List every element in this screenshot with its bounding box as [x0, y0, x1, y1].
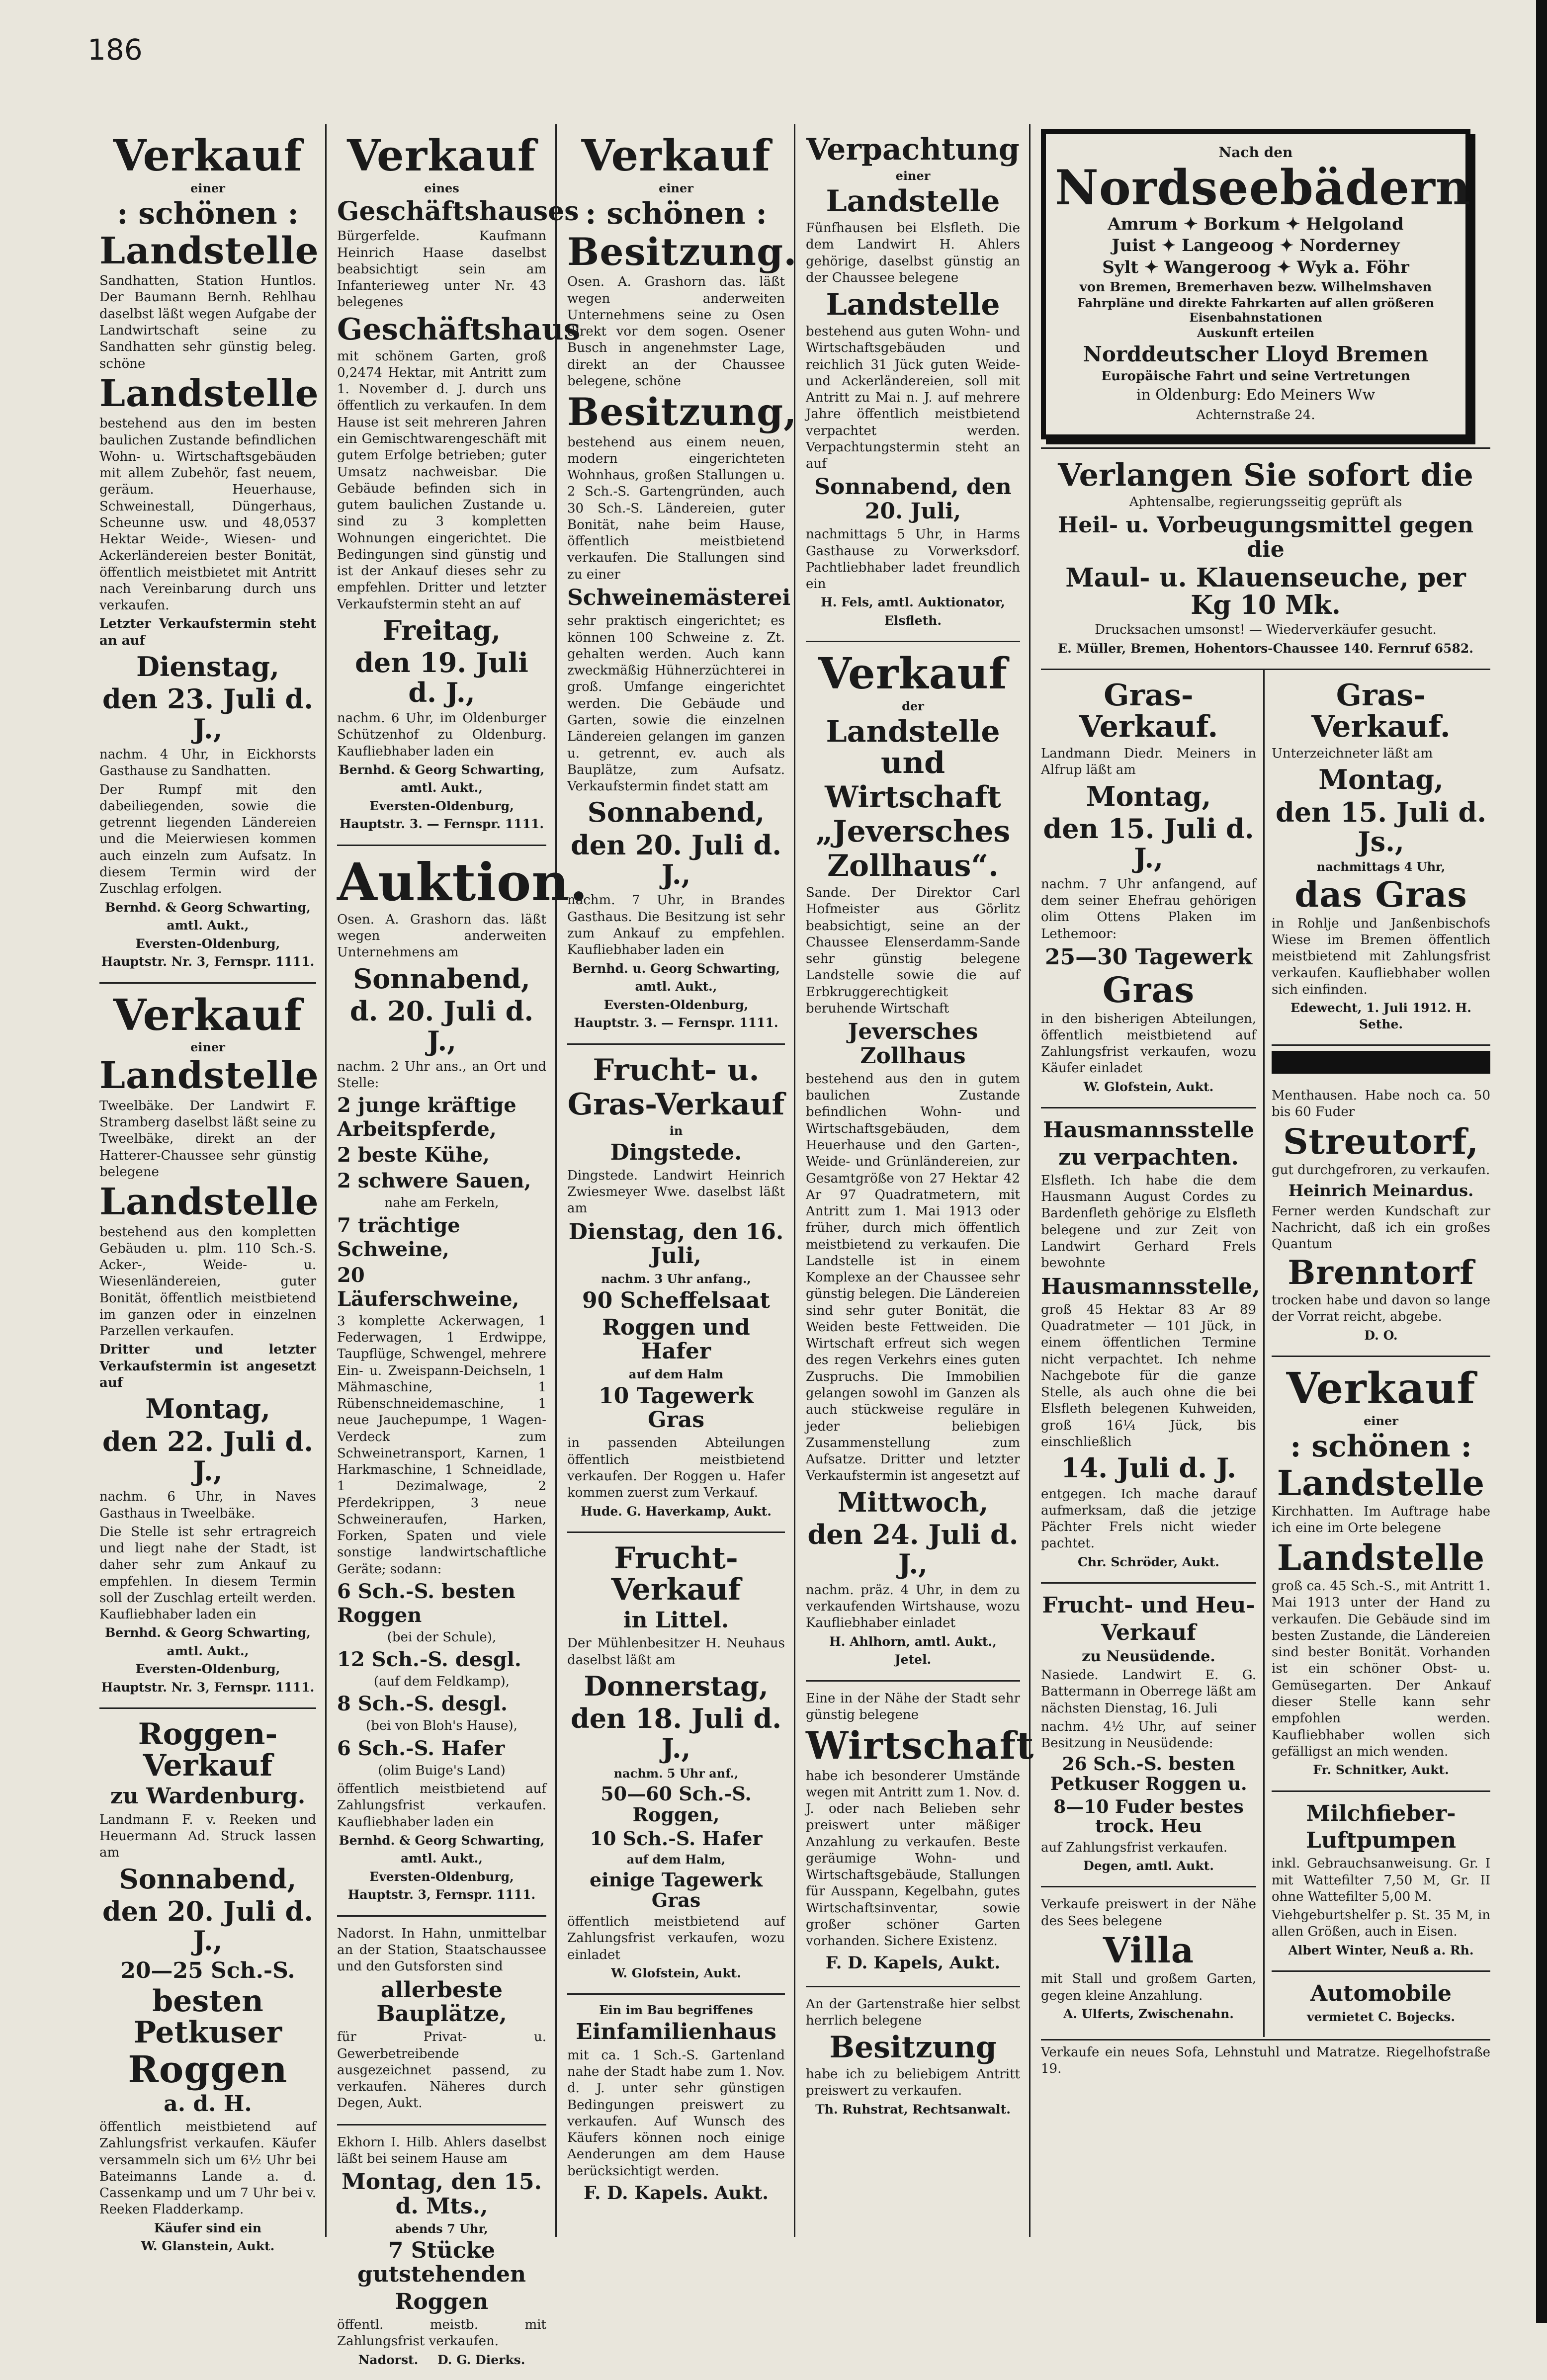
ad-signature: Degen, amtl. Aukt.: [1083, 1858, 1214, 1873]
ad-heading: Geschäftshauses: [337, 196, 579, 227]
ad-subheading: nachm. 3 Uhr anfang.,: [601, 1271, 751, 1286]
ad-heading: Besitzung.: [567, 229, 797, 274]
ad-text: für Privat- u. Gewerbetreibende ausgezeichnet passend, zu verkaufen. Näheres durch Degen, Aukt.: [337, 2030, 546, 2111]
ad-subheading: einer: [659, 180, 693, 195]
ad-place: Nadorst.: [358, 2352, 419, 2367]
ad-subheading: nachm. 5 Uhr anf.,: [613, 1766, 739, 1781]
ad-heading: 10 Tagewerk Gras: [599, 1383, 754, 1433]
ad-roggen-verkauf-wardenburg: [99, 1709, 316, 2266]
ad-verkauf-jeversches-zollhaus: [806, 642, 1020, 1681]
ad-gras-verkauf-alfrup: [1041, 670, 1256, 1108]
ad-date: den 24. Juli d. J.,: [807, 1518, 1019, 1580]
ad-heading: Gras: [1102, 969, 1195, 1011]
box-line: in Oldenburg: Edo Meiners Ww: [1136, 386, 1375, 404]
ad-signature: amtl. Aukt.,: [635, 979, 717, 994]
ad-heading: Verkauf: [818, 649, 1008, 699]
ad-roggen-ekhorn: [337, 2125, 546, 2380]
ad-heading: zu verpachten.: [1058, 1144, 1239, 1170]
ad-heading: besten Petkuser: [133, 1984, 282, 2050]
ad-date: den 20. Juli d. J.,: [102, 1895, 314, 1957]
ad-signature: Eversten-Oldenburg,: [369, 1869, 514, 1884]
ad-heading: Verkauf: [347, 131, 536, 181]
ad-date: Sonnabend, den 20. Juli,: [814, 474, 1012, 524]
ad-signature: amtl. Aukt.,: [167, 918, 249, 933]
ad-heading: Frucht-Verkauf: [611, 1541, 741, 1608]
box-line: Achternstraße 24.: [1196, 407, 1315, 423]
ad-heading: Verkauf: [581, 131, 771, 181]
ad-signature: Eversten-Oldenburg,: [135, 1662, 280, 1677]
ad-heading: Verkauf: [113, 131, 303, 181]
ad-heading: 7 Stücke gutstehenden: [357, 2238, 526, 2288]
ad-wirtschaft: [806, 1682, 1034, 1987]
ad-date: den 22. Juli d. J.,: [102, 1425, 314, 1487]
ad-text: Ferner werden Kundschaft zur Nachricht, daß ich ein großes Quantum: [1272, 1203, 1490, 1252]
box-title: Nordseebädern: [1055, 160, 1471, 216]
ad-subheading: in: [669, 1123, 683, 1138]
ad-heading: Frucht- und Heu-: [1042, 1593, 1255, 1618]
ad-heading: Verkauf: [1101, 1619, 1197, 1645]
box-line: Auskunft erteilen: [1197, 326, 1315, 340]
ad-signature: D. O.: [1364, 1328, 1398, 1343]
ad-signature: E. Müller, Bremen, Hohentors-Chaussee 140. Fernruf 6582.: [1058, 641, 1473, 656]
ad-date: Montag,: [1086, 780, 1211, 812]
ad-date: Sonnabend,: [353, 962, 530, 995]
ad-date: Donnerstag,: [584, 1670, 769, 1702]
ad-subheading: einer: [895, 169, 931, 183]
ad-signature: W. Glanstein, Aukt.: [141, 2239, 275, 2254]
ad-date: Dienstag, den 16. Juli,: [568, 1219, 784, 1269]
ad-subheading: einer: [190, 180, 225, 195]
ad-text: nachm. 4½ Uhr, auf seiner Besitzung in Neusüdende:: [1041, 1719, 1256, 1751]
ad-heading: Landstelle und: [826, 714, 1000, 781]
ad-heading: Hausmannsstelle: [1042, 1117, 1255, 1143]
ad-heading: Maul- u. Klauenseuche, per Kg 10 Mk.: [1065, 563, 1466, 620]
box-line: Nach den: [1218, 144, 1293, 161]
ad-heading: 26 Sch.-S. besten Petkuser Roggen u.: [1050, 1754, 1247, 1794]
ad-heading: Frucht- u.: [593, 1052, 760, 1088]
ad-date: den 23. Juli d. J.,: [102, 683, 314, 745]
ad-nordseebaeder-box: [1041, 129, 1470, 439]
ad-automobile: [1272, 1972, 1490, 2037]
ad-signature: Bernhd. & Georg Schwarting,: [339, 762, 545, 777]
ad-text: Osen. A. Grashorn das. läßt wegen anderweiten Unternehmens am: [337, 912, 546, 960]
ad-verpachtung-landstelle: [806, 124, 1020, 642]
ad-text: entgegen. Ich mache darauf aufmerksam, daß die jetzige Pächter Frels nicht wieder pachtet.: [1041, 1486, 1256, 1551]
column-5-right: [1265, 670, 1490, 2037]
ad-text: gut durchgefroren, zu verkaufen.: [1272, 1163, 1490, 1178]
ad-heading: Auktion.: [337, 851, 589, 913]
ad-heading: „Jeversches: [815, 814, 1011, 850]
ad-heading: Verlangen Sie sofort die: [1058, 456, 1473, 493]
ad-text: Unterzeichneter läßt am: [1272, 746, 1433, 762]
ad-signature: Heinrich Meinardus.: [1288, 1181, 1474, 1200]
list-item: 7 trächtige Schweine,: [337, 1213, 460, 1261]
ad-heading: Besitzung: [829, 2030, 997, 2065]
ad-text: Sande. Der Direktor Carl Hofmeister aus Görlitz beabsichtigt, seine an der Chaussee Elenserdamm-Sande sehr günstig belegene Landstelle sowie die auf Erbkruggerechtigkeit beruhende Wirtschaft: [806, 885, 1020, 1016]
ad-hausmannsstelle-verpachten: [1041, 1108, 1260, 1584]
ad-sofa: Verkaufe ein neues Sofa, Lehnstuhl und Matratze. Riegelhofstraße 19.: [1041, 2039, 1490, 2078]
ad-text: nachm. 6 Uhr, in Naves Gasthaus in Tweelbäke.: [99, 1489, 316, 1521]
list-item: 2 junge kräftige Arbeitspferde,: [337, 1094, 516, 1141]
ad-text: nachm. 2 Uhr ans., an Ort und Stelle:: [337, 1059, 546, 1091]
ad-date: den 18. Juli d. J.,: [570, 1702, 782, 1764]
ad-text: öffentlich meistbietend auf Zahlungsfrist verkaufen, wozu einladet: [567, 1914, 785, 1962]
list-note: nahe am Ferkeln,: [384, 1195, 499, 1211]
ad-signature: W. Glofstein, Aukt.: [611, 1965, 741, 1980]
ad-signature: Jetel.: [894, 1652, 932, 1667]
ad-signature: Bernhd. & Georg Schwarting,: [339, 1833, 545, 1848]
ad-heading: Luftpumpen: [1305, 1827, 1457, 1853]
ad-text: nachmittags 5 Uhr, in Harms Gasthause zu Vorwerksdorf. Pachtliebhaber ladet freundlich ein: [806, 527, 1020, 592]
ad-subheading: auf dem Halm,: [626, 1852, 726, 1867]
ad-text: nachm. 7 Uhr, in Brandes Gasthaus. Die Besitzung ist sehr zum Ankauf zu empfehlen. Kaufliebhaber laden ein: [567, 893, 785, 958]
ad-text: inkl. Gebrauchsanweisung. Gr. I mit Wattefilter 7,50 M, Gr. II ohne Wattefilter 5,00 M.: [1272, 1856, 1490, 1904]
ad-signature: Fr. Schnitker, Aukt.: [1313, 1763, 1449, 1778]
ad-text: Elsfleth. Ich habe die dem Hausmann August Cordes zu Bardenfleth gehörige zu Elsfleth belegene und zur Zeit von Landwirt Gerhard Frels bewohnte: [1041, 1173, 1256, 1271]
page-edge: [1536, 0, 1547, 2323]
box-line: Sylt ✦ Wangeroog ✦ Wyk a. Föhr: [1102, 257, 1409, 277]
ad-text: sehr praktisch eingerichtet; es können 100 Schweine z. Zt. gehalten werden. Auch kann zweckmäßig Hühnerzüchterei in groß. Umfange eingerichtet werden. Die Gebäude und Garten, sowie die einzelnen Ländereien gelangen im ganzen u. getrennt, ev. auch als Bauplätze, zum Aufsatz. Verkaufstermin findet statt am: [567, 613, 785, 794]
ad-text: Landmann F. v. Reeken und Heuermann Ad. Struck lassen am: [99, 1812, 316, 1861]
ad-signature: amtl. Aukt.,: [167, 1643, 249, 1658]
ad-subheading: einer: [190, 1040, 225, 1055]
ad-heading: Jeversches Zollhaus: [848, 1019, 978, 1069]
ad-signature: Hauptstr. Nr. 3, Fernspr. 1111.: [101, 1680, 315, 1695]
ad-text: in passenden Abteilungen öffentlich meistbietend verkaufen. Der Roggen u. Hafer kommen zuerst zum Verkauf.: [567, 1436, 785, 1501]
ad-signature: Th. Ruhstrat, Rechtsanwalt.: [815, 2102, 1011, 2117]
ad-date: Sonnabend,: [119, 1863, 297, 1895]
ad-date: den 15. Juli d. Js.,: [1275, 796, 1487, 858]
ad-heading: Gras-Verkauf.: [1311, 678, 1451, 745]
ad-heading: Landstelle: [99, 372, 319, 415]
ad-text: habe ich besonderer Umstände wegen mit Antritt zum 1. Nov. d. J. oder nach Belieben sehr preiswert unter mäßiger Anzahlung zu verkaufen. Beste geräumige Wohn- und Wirtschaftsgebäude, Stallungen für Ausspann, Kegelbahn, gutes Wirtschaftsinventar, sowie großer schöner Garten vorhanden. Sichere Existenz.: [806, 1768, 1020, 1949]
ad-text: Bürgerfelde. Kaufmann Heinrich Haase daselbst beabsichtigt sein am Infanterieweg unter Nr. 43 belegenes: [337, 229, 546, 310]
ad-date: den 19. Juli d. J.,: [355, 647, 528, 708]
ad-subheading: nachmittags 4 Uhr,: [1316, 859, 1446, 874]
black-rule: [1272, 1051, 1490, 1074]
ad-date: Freitag,: [382, 614, 501, 646]
ad-verkauf-landstelle-sandhatten: [99, 124, 319, 984]
ad-date: Dienstag,: [136, 650, 279, 682]
ad-text: Dritter und letzter Verkaufstermin ist angesetzt auf: [99, 1342, 316, 1390]
ad-heading: Gras-Verkauf: [567, 1087, 785, 1122]
ad-text: An der Gartenstraße hier selbst herrlich belegene: [806, 1996, 1020, 2028]
ad-signature: A. Ulferts, Zwischenahn.: [1063, 2006, 1234, 2021]
column-5-subgrid: [1041, 670, 1490, 2037]
ad-text: bestehend aus guten Wohn- und Wirtschaftsgebäuden und reichlich 31 Jück guten Weide- und Ackerländereien, soll mit Antritt zu Mai n. J. auf mehrere Jahre öffentlich meistbietend verpachtet werden. Verpachtungstermin steht an auf: [806, 324, 1020, 472]
ad-subheading: : schönen :: [585, 196, 767, 231]
ad-subheading: der: [902, 699, 924, 714]
ad-heading: Einfamilienhaus: [576, 2019, 776, 2045]
ad-text: Der Rumpf mit den dabeiliegenden, sowie die getrennt liegenden Ländereien und die Meierwiesen kommen auch einzeln zum Aufsatz. In diesem Termin wird der Zuschlag erfolgen.: [99, 782, 316, 897]
ad-signature: W. Glofstein, Aukt.: [1083, 1079, 1214, 1094]
ad-signature: Käufer sind ein: [154, 2220, 262, 2235]
ad-signature: H. Fels, amtl. Auktionator,: [821, 595, 1005, 610]
ad-subheading: eines: [424, 180, 459, 195]
ad-heading: Verkauf: [1286, 1363, 1476, 1414]
ad-subheading: auf dem Halm: [628, 1366, 724, 1381]
ad-heading: Landstelle: [1277, 1536, 1485, 1578]
ad-text: groß 45 Hektar 83 Ar 89 Quadratmeter — 101 Jück, in einem öffentlichen Termine nicht verpachtet. Ich nehme Nachgebote für die ganze Stelle, als auch ohne die bei Elsfleth belegenen Kuhweiden, groß 16¼ Jück, bis einschließlich: [1041, 1302, 1256, 1450]
ad-signature: H. Ahlhorn, amtl. Aukt.,: [829, 1634, 997, 1649]
list-note: (olim Buige's Land): [378, 1763, 506, 1778]
ad-heading: Roggen und Hafer: [602, 1314, 750, 1364]
box-line: von Bremen, Bremerhaven bezw. Wilhelmshaven: [1079, 280, 1432, 295]
ad-heading: allerbeste Bauplätze,: [376, 1977, 507, 2027]
ad-heading: Landstelle: [99, 1054, 319, 1098]
page-number: 186: [87, 33, 143, 67]
list-note: (bei der Schule),: [387, 1629, 497, 1645]
ad-signature: Hude. G. Haverkamp, Aukt.: [581, 1504, 772, 1519]
list-note: (auf dem Feldkamp),: [373, 1674, 510, 1690]
ad-signature: amtl. Aukt.,: [401, 780, 483, 795]
column-4: [797, 124, 1034, 2237]
ad-text: groß ca. 45 Sch.-S., mit Antritt 1. Mai 1913 unter der Hand zu verkaufen. Die Gebäude sind im besten Zustande, die Ländereien sind bester Bonität. Vorhanden ist ein schöner Obst- u. Gemüsegarten. Der Ankauf dieser Stelle kann sehr empfohlen werden. Kaufliebhaber wollen sich gefälligst an mich wenden.: [1272, 1579, 1490, 1759]
ad-heading: Landstelle: [99, 229, 319, 272]
ad-text: Nadorst. In Hahn, unmittelbar an der Station, Staatschaussee und den Gutsforsten sind: [337, 1926, 546, 1974]
ad-date: Mittwoch,: [837, 1486, 989, 1518]
ad-signature: amtl. Aukt.,: [401, 1851, 483, 1866]
ad-verkauf-geschaeftshaus: [337, 124, 581, 846]
ad-heading: einige Tagewerk Gras: [590, 1868, 763, 1912]
ad-date: Sonnabend,: [587, 796, 765, 829]
box-line: Fahrpläne und direkte Fahrkarten auf allen größeren Eisenbahnstationen: [1077, 296, 1435, 325]
column-2: [328, 124, 589, 2367]
ad-streutorf-brenntorf: [1272, 1079, 1490, 1357]
ad-subheading: : schönen :: [117, 196, 299, 231]
ad-text: Verkaufe preiswert in der Nähe des Sees belegene: [1041, 1897, 1256, 1929]
ad-heading: Gras-Verkauf.: [1079, 678, 1218, 745]
list-item: 8 Sch.-S. desgl.: [337, 1692, 508, 1716]
ad-text: öffentlich meistbietend auf Zahlungsfrist verkaufen. Käufer versammeln sich um 6½ Uhr bei Bateimanns Lande a. d. Cassenkamp und um 7 Uhr bei v. Reeken Fladderkamp.: [99, 2120, 316, 2217]
ad-signature: Eversten-Oldenburg,: [369, 798, 514, 813]
ad-heading: Verkauf: [113, 990, 303, 1040]
ad-subheading: zu Wardenburg.: [110, 1784, 306, 1809]
box-line: Amrum ✦ Borkum ✦ Helgoland: [1108, 214, 1404, 234]
ad-milchfieber-luftpumpen: [1272, 1792, 1490, 1972]
ad-gras-verkauf-edewecht: [1272, 670, 1490, 1046]
column-1: [90, 124, 327, 2254]
ad-subheading: Ein im Bau begriffenes: [599, 2003, 753, 2018]
ad-signature: F. D. Kapels, Aukt.: [825, 1953, 1001, 1973]
ad-heading: Dingstede.: [610, 1139, 742, 1165]
ad-heading: Brenntorf: [1288, 1253, 1474, 1292]
ad-heading: Schweinemästerei: [567, 585, 791, 610]
ad-heading: 8—10 Fuder bestes trock. Heu: [1053, 1796, 1244, 1837]
list-item: 12 Sch.-S. desgl.: [337, 1648, 521, 1672]
ad-frucht-verkauf-littel: [567, 1533, 785, 1995]
ad-signature: Elsfleth.: [884, 613, 942, 628]
ad-heading: 10 Sch.-S. Hafer: [590, 1827, 763, 1850]
ad-text: Viehgeburtshelfer p. St. 35 M, in allen Größen, auch in Eisen.: [1272, 1908, 1490, 1940]
ad-signature: Eversten-Oldenburg,: [603, 997, 749, 1012]
ad-text: in den bisherigen Abteilungen, öffentlich meistbietend auf Zahlungsfrist verkaufen, wozu Käufer einladet: [1041, 1011, 1256, 1076]
ad-text: Drucksachen umsonst! — Wiederverkäufer gesucht.: [1095, 622, 1437, 638]
ad-signature: Hauptstr. 3, Fernspr. 1111.: [347, 1887, 536, 1902]
ad-frucht-heu-neusuedende: [1041, 1584, 1256, 1887]
ad-heading: Hausmannsstelle,: [1041, 1274, 1260, 1299]
ad-frucht-gras-dingstede: [567, 1045, 785, 1533]
ad-signature: Eversten-Oldenburg,: [135, 936, 280, 951]
ad-text: auf Zahlungsfrist verkaufen.: [1041, 1840, 1228, 1855]
ad-signature: F. D. Kapels. Aukt.: [584, 2182, 769, 2204]
ad-text: Nasiede. Landwirt E. G. Battermann in Oberrege läßt am nächsten Dienstag, 16. Juli: [1041, 1668, 1256, 1716]
ad-text: Menthausen. Habe noch ca. 50 bis 60 Fuder: [1272, 1088, 1490, 1120]
ad-signature: Bernhd. u. Georg Schwarting,: [572, 961, 780, 976]
ad-text: in Rohlje und Janßenbischofs Wiese im Bremen öffentlich meistbietend mit Zahlungsfrist verkaufen. Kaufliebhaber wollen sich einfinden.: [1272, 916, 1490, 997]
ad-heading: Roggen: [128, 2048, 288, 2092]
list-note: (bei von Bloh's Hause),: [366, 1718, 517, 1734]
list-item: 20 Läuferschweine,: [337, 1263, 519, 1311]
box-line: Europäische Fahrt und seine Vertretungen: [1101, 369, 1410, 384]
column-5: [1032, 124, 1499, 2237]
ad-text: mit ca. 1 Sch.-S. Gartenland nahe der Stadt habe zum 1. Nov. d. J. unter sehr günstigen Bedingungen preiswert zu verkaufen. Auf Wunsch des Käufers können noch einige Aenderungen am dem Hause berücksichtigt werden.: [567, 2047, 785, 2179]
ad-heading: 90 Scheffelsaat: [582, 1287, 771, 1313]
ad-heading: Wirtschaft: [825, 780, 1001, 815]
ad-subheading: abends 7 Uhr,: [395, 2221, 488, 2236]
ad-text: nachm. präz. 4 Uhr, in dem zu verkaufenden Wirtshause, wozu Kaufliebhaber einladet: [806, 1582, 1020, 1631]
ad-text: Aphtensalbe, regierungsseitig geprüft als: [1129, 495, 1402, 510]
ad-text: bestehend aus den im besten baulichen Zustande befindlichen Wohn- u. Wirtschaftsgebäuden mit allem Zubehör, fast neuem, geräum. Heuerhause, Schweinestall, Düngerhaus, Scheunne usw. und 48,0537 Hektar Weide-, Wiesen- und Ackerländereien bester Bonität, öffentlich meistbietet mit Antritt nach Vereinbarung durch uns verkaufen.: [99, 416, 316, 613]
ad-heading: Landstelle: [826, 184, 1000, 219]
ad-signature: Bernhd. & Georg Schwarting,: [105, 900, 311, 915]
ad-text: Landmann Diedr. Meiners in Alfrup läßt am: [1041, 746, 1256, 778]
ad-text: habe ich zu beliebigem Antritt preiswert zu verkaufen.: [806, 2067, 1020, 2099]
ad-heading: in Littel.: [623, 1608, 729, 1633]
column-5-left: [1041, 670, 1265, 2037]
ad-text: Ekhorn I. Hilb. Ahlers daselbst läßt bei seinem Hause am: [337, 2134, 546, 2166]
ad-signature: vermietet C. Bojecks.: [1306, 2009, 1456, 2024]
ad-text: Eine in der Nähe der Stadt sehr günstig belegene: [806, 1691, 1020, 1722]
ad-heading: Automobile: [1310, 1981, 1452, 2007]
ad-text: nachm. 7 Uhr anfangend, auf dem seiner Ehefrau gehörigen olim Ottens Plaken im Lethemoor:: [1041, 876, 1256, 941]
ad-heading: Wirtschaft: [806, 1723, 1034, 1768]
ad-signature: Hauptstr. 3. — Fernspr. 1111.: [574, 1016, 778, 1030]
ad-verkauf-besitzung-osen: [567, 124, 797, 1045]
ad-besitzung-gartenstrasse: [806, 1987, 1020, 2130]
ad-heading: 25—30 Tagewerk: [1044, 944, 1253, 970]
ad-signature: Albert Winter, Neuß a. Rh.: [1288, 1943, 1474, 1957]
ad-subheading: 20—25 Sch.-S.: [120, 1957, 295, 1983]
ad-villa: [1041, 1887, 1256, 2034]
ad-text: Sandhatten, Station Huntlos. Der Baumann Bernh. Rehlhau daselbst läßt wegen Aufgabe der Landwirtschaft seine zu Sandhatten sehr günstig beleg. schöne: [99, 273, 316, 371]
ad-text: trocken habe und davon so lange der Vorrat reicht, abgebe.: [1272, 1293, 1490, 1325]
ad-heading: 50—60 Sch.-S. Roggen,: [601, 1783, 752, 1826]
ad-text: bestehend aus den in gutem baulichen Zustande befindlichen Wohn- und Wirtschaftsgebäuden, dem Heuerhause und den Garten-, Weide- und Grünländereien, zur Gesamtgröße von 27 Hektar 42 Ar 97 Quadratmetern, mit Antritt zum 1. Mai 1913 oder früher, durch mich öffentlich meistbietend zu verkaufen. Die Landstelle ist in einem Komplexe an der Chaussee sehr günstig belegen. Die Ländereien sind sehr guter Bonität, die Weiden beste Fettweiden. Die Wirtschaft erfreut sich wegen des regen Verkehrs eines guten Zuspruchs. Die Immobilien gelangen sowohl im Ganzen als auch stückweise reguläre in jeder beliebigen Zusammenstellung zum Aufsatze. Dritter und letzter Verkaufstermin ist angesetzt auf: [806, 1071, 1020, 1484]
ad-signature: Bernhd. & Georg Schwarting,: [105, 1625, 311, 1640]
ad-heading: Zollhaus“.: [827, 849, 999, 884]
ad-text: Letzter Verkaufstermin steht an auf: [99, 616, 316, 648]
list-item: 6 Sch.-S. besten Roggen: [337, 1579, 516, 1627]
ad-heading: Milchfieber-: [1306, 1800, 1456, 1826]
ad-heading: Landstelle: [99, 1181, 319, 1224]
ad-heading: Villa: [1103, 1930, 1195, 1971]
ad-text: öffentl. meistb. mit Zahlungsfrist verkaufen.: [337, 2317, 546, 2349]
ad-auctioneer: D. G. Dierks.: [437, 2352, 525, 2367]
box-line: Norddeutscher Lloyd Bremen: [1083, 342, 1429, 367]
ad-heading: Geschäftshaus: [337, 312, 581, 347]
ad-signature: [337, 2352, 546, 2369]
ad-heading: Roggen: [395, 2289, 489, 2314]
ad-text: Die Stelle ist sehr ertragreich und liegt nahe der Stadt, ist daher sehr zum Ankauf zu empfehlen. In diesem Termin soll der Zuschlag erteilt werden. Kaufliebhaber laden ein: [99, 1524, 316, 1622]
ad-subheading: : schönen :: [1290, 1429, 1472, 1464]
ad-auktion-osen: [337, 846, 589, 1917]
ad-text: bestehend aus den kompletten Gebäuden u. plm. 110 Sch.-S. Acker-, Weide- u. Wiesenländereien, guter Bonität, öffentlich meistbietend im ganzen oder in einzelnen Parzellen verkaufen.: [99, 1224, 316, 1339]
box-line: Juist ✦ Langeoog ✦ Norderney: [1112, 236, 1400, 256]
ad-einfamilienhaus: [567, 1995, 785, 2216]
ad-date: Montag,: [145, 1393, 270, 1425]
ad-text: bestehend aus einem neuen, modern eingerichteten Wohnhaus, großen Stallungen u. 2 Sch.-S. Gartengründen, auch 30 Sch.-S. Ländereien, guter Bonität, nahe beim Hause, öffentlich meistbietend verkaufen. Die Stallungen sind zu einer: [567, 434, 785, 582]
list-item: 2 schwere Sauen,: [337, 1169, 531, 1193]
ad-subheading: a. d. H.: [164, 2091, 252, 2117]
ad-heading: Landstelle: [826, 287, 1000, 323]
ad-date: den 20. Juli d. J.,: [570, 829, 782, 891]
ad-bauplaetze: [337, 1917, 546, 2125]
ad-date: d. 20. Juli d. J.,: [349, 995, 534, 1057]
ad-heading: das Gras: [1294, 874, 1467, 916]
ad-date: Montag,: [1318, 764, 1444, 796]
ad-text: Kirchhatten. Im Auftrage habe ich eine im Orte belegene: [1272, 1504, 1490, 1536]
ad-text: mit schönem Garten, groß 0,2474 Hektar, mit Antritt zum 1. November d. J. durch uns öffentlich zu verkaufen. In dem Hause ist seit mehreren Jahren ein Gemischtwarengeschäft mit gutem Erfolge betrieben; guter Umsatz nachweisbar. Die Gebäude befinden sich in gutem baulichen Zustande u. sind zu 3 kompletten Wohnungen eingerichtet. Die Bedingungen sind günstig und ist der Ankauf dieses sehr zu empfehlen. Dritter und letzter Verkaufstermin steht an auf: [337, 348, 546, 612]
ad-date: 14. Juli d. J.: [1061, 1452, 1236, 1484]
ad-heading: Heil- u. Vorbeugungsmittel gegen die: [1057, 512, 1474, 562]
ad-aphtensalbe: [1041, 447, 1490, 670]
ad-text: Tweelbäke. Der Landwirt F. Stramberg daselbst läßt seine zu Tweelbäke, direkt an der Hatterer-Chaussee sehr günstig belegene: [99, 1098, 316, 1180]
ad-text: 3 komplette Ackerwagen, 1 Federwagen, 1 Erdwippe, Taupflüge, Schwengel, mehrere Ein- u. Zweispann-Deichseln, 1 Mähmaschine, 1 Rübenschneidemaschine, 1 neue Jauchepumpe, 1 Wagen-Verdeck zum Schweinetransport, Karnen, 1 Harkmaschine, 1 Schneidlade, 1 Dezimalwage, 2 Pferdekrippen, 3 neue Schweineraufen, Harken, Forken, Spaten und viele sonstige landwirtschaftliche Geräte; sodann:: [337, 1313, 546, 1577]
ad-text: Osen. A. Grashorn das. läßt wegen anderweiten Unternehmens seine zu Osen direkt vor dem sogen. Osener Busch in angenehmster Lage, direkt an der Chaussee belegene, schöne: [567, 274, 785, 389]
ad-heading: Besitzung,: [567, 390, 797, 434]
column-3: [558, 124, 795, 2237]
ad-heading: Montag, den 15. d. Mts.,: [342, 2169, 542, 2219]
ad-heading: Streutorf,: [1283, 1120, 1479, 1162]
ad-text: Dingstede. Landwirt Heinrich Zwiesmeyer Wwe. daselbst läßt am: [567, 1168, 785, 1216]
ad-text: mit Stall und großem Garten, gegen kleine Anzahlung.: [1041, 1971, 1256, 2003]
ad-subheading: zu Neusüdende.: [1082, 1648, 1215, 1666]
ad-text: Fünfhausen bei Elsfleth. Die dem Landwirt H. Ahlers gehörige, daselbst günstig an der Chaussee belegene: [806, 221, 1020, 285]
ad-signature: Hauptstr. 3. — Fernspr. 1111.: [339, 817, 544, 832]
ad-text: nachm. 6 Uhr, im Oldenburger Schützenhof zu Oldenburg. Kaufliebhaber laden ein: [337, 711, 546, 759]
ad-signature: Hauptstr. Nr. 3, Fernspr. 1111.: [101, 954, 315, 969]
list-item: 6 Sch.-S. Hafer: [337, 1736, 505, 1760]
ad-text: nachm. 4 Uhr, in Eickhorsts Gasthause zu Sandhatten.: [99, 747, 316, 779]
ad-date: den 15. Juli d. J.,: [1043, 812, 1254, 874]
ad-heading: Verpachtung: [806, 132, 1020, 167]
ad-signature: Chr. Schröder, Aukt.: [1078, 1554, 1219, 1569]
ad-heading: Roggen-Verkauf: [138, 1717, 278, 1784]
list-item: 2 beste Kühe,: [337, 1143, 490, 1167]
ad-text: Der Mühlenbesitzer H. Neuhaus daselbst läßt am: [567, 1636, 785, 1668]
ad-verkauf-landstelle-kirchhatten: [1272, 1357, 1490, 1791]
ad-subheading: einer: [1364, 1413, 1398, 1428]
ad-signature: Edewecht, 1. Juli 1912. H. Sethe.: [1290, 1001, 1472, 1031]
ad-verkauf-landstelle-tweelbaeke: [99, 984, 319, 1709]
ad-text: öffentlich meistbietend auf Zahlungsfrist verkaufen. Kaufliebhaber laden ein: [337, 1782, 546, 1830]
ad-heading: Landstelle: [1277, 1462, 1485, 1504]
